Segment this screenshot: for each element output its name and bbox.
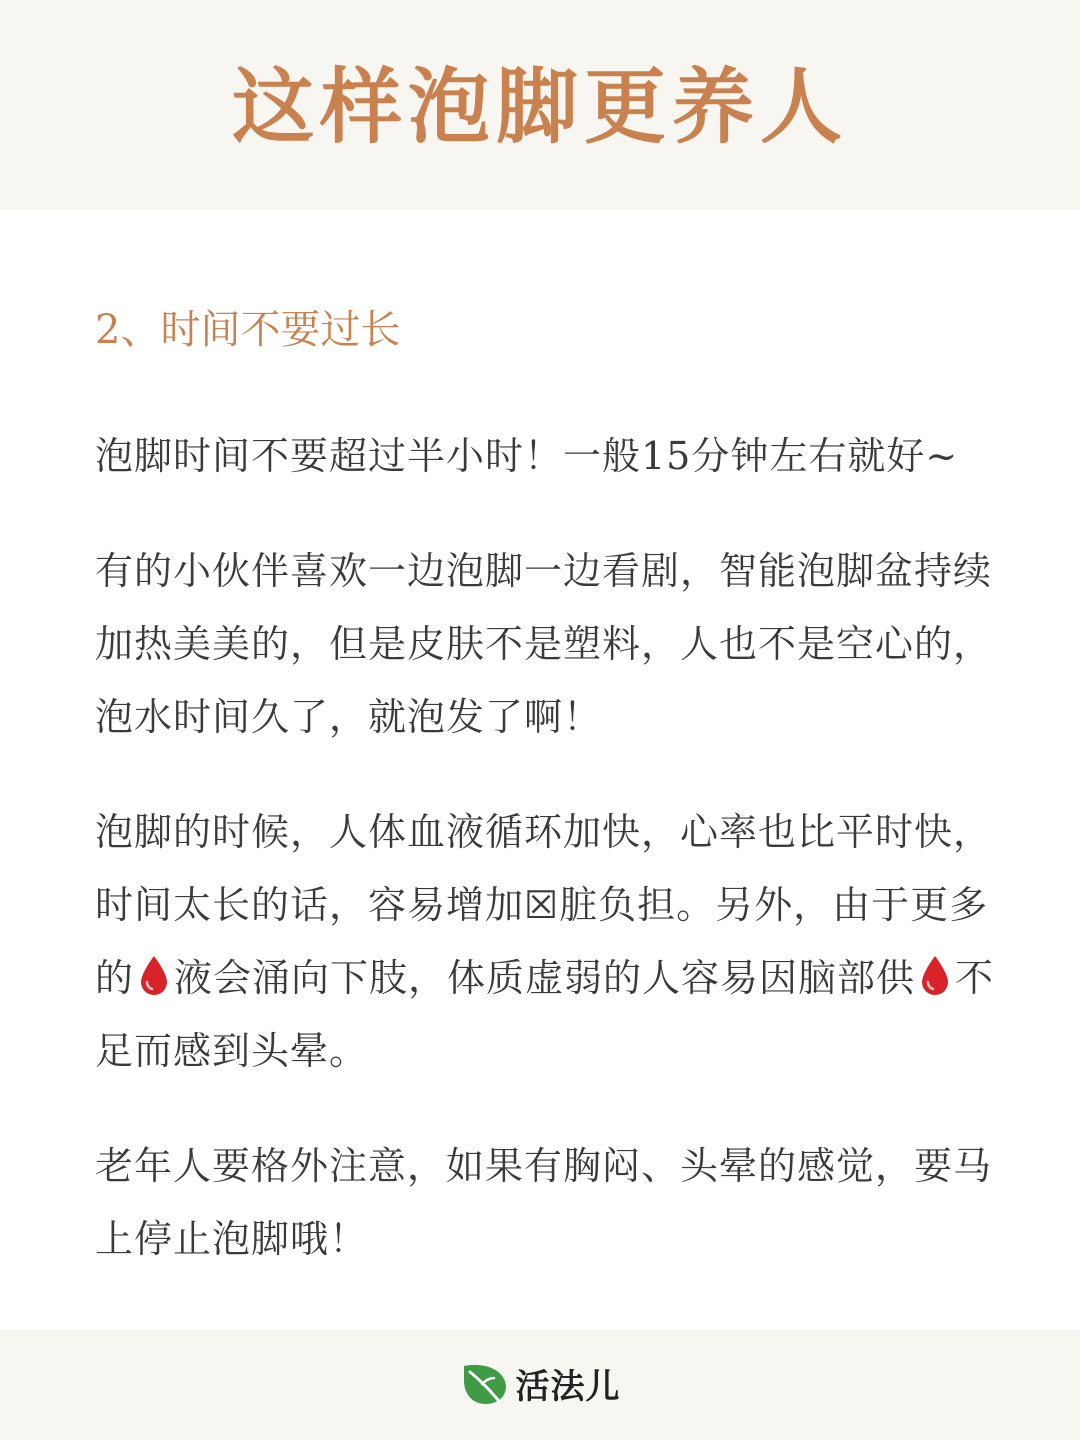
paragraph-3-part-d: 不足而感到头晕。 bbox=[95, 956, 995, 1073]
article-body bbox=[95, 300, 1005, 1318]
brand-name: 活法儿 bbox=[515, 1366, 621, 1407]
paragraph-3-part-b: 脏负担。另外，由于更多的 bbox=[95, 883, 989, 1000]
paragraph-2: 有的小伙伴喜欢一边泡脚一边看剧，智能泡脚盆持续加热美美的，但是皮肤不是塑料，人也不是空心的，泡水时间久了，就泡发了啊！ bbox=[95, 549, 993, 739]
paragraph-3-part-a: 泡脚的时候，人体血液循环加快，心率也比平时快，时间太长的话，容易增加 bbox=[95, 810, 993, 927]
footer-band bbox=[0, 1330, 1080, 1440]
missing-glyph-box: ☒ bbox=[524, 883, 560, 927]
section-heading: 2、时间不要过长 bbox=[95, 307, 401, 353]
brand-logo bbox=[0, 1358, 1080, 1408]
header-band bbox=[0, 0, 1080, 210]
page-title: 这样泡脚更养人 bbox=[231, 60, 848, 155]
blood-drop-icon bbox=[917, 953, 953, 997]
paragraph-3 bbox=[95, 796, 1005, 1088]
leaf-logo-icon bbox=[460, 1358, 510, 1408]
blood-drop-icon bbox=[136, 953, 172, 997]
paragraph-1: 泡脚时间不要超过半小时！一般15分钟左右就好~ bbox=[95, 434, 959, 478]
paragraph-3-part-c: 液会涌向下肢，体质虚弱的人容易因脑部供 bbox=[174, 956, 916, 1000]
paragraph-4: 老年人要格外注意，如果有胸闷、头晕的感觉，要马上停止泡脚哦！ bbox=[95, 1144, 993, 1261]
